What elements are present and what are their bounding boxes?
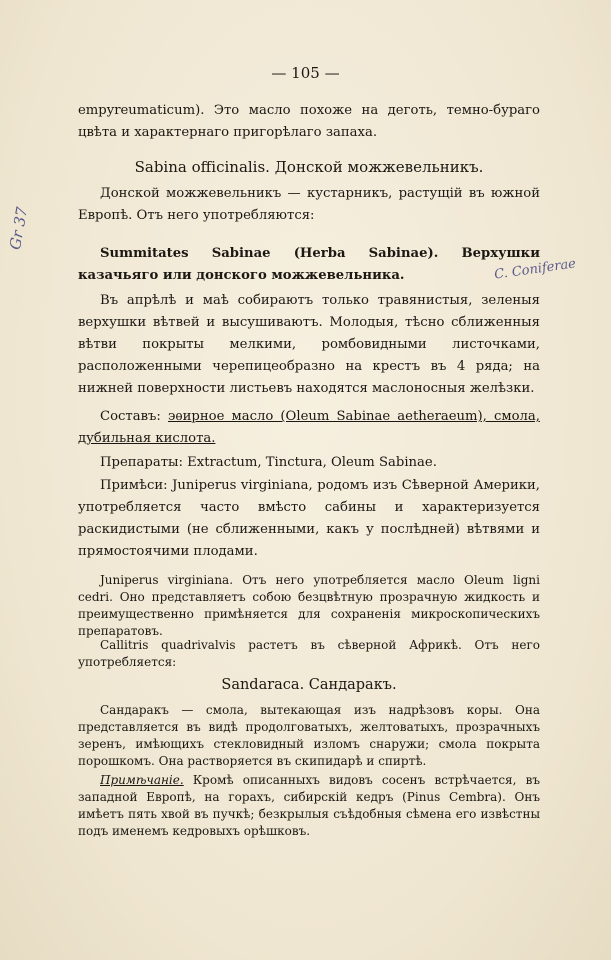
paragraph-sostav: [78, 406, 540, 450]
section-heading-sandaraca: Sandaraca. Сандаракъ.: [221, 677, 397, 693]
sostav-label: Составъ:: [100, 409, 161, 424]
page-number: — 105 —: [271, 64, 340, 82]
margin-note-left: Gr 37: [6, 205, 32, 252]
small-paragraph-note: [78, 772, 540, 840]
small-paragraph-callitris: Callitris quadrivalvis растетъ въ сѣверной Африкѣ. Отъ него употребляется:: [78, 638, 540, 669]
section-heading-sabina: Sabina officinalis. Донской можжевельникъ.: [134, 158, 484, 176]
paragraph-primesi: Примѣси: Juniperus virginiana, родомъ изъ Сѣверной Америки, употребляется часто вмѣсто сабины и характеризуется раскидистыми (не сближенными, какъ у послѣдней) вѣтвями и прямостоячими плодами.: [78, 478, 540, 559]
note-label: Примѣчаніе.: [100, 773, 184, 787]
paragraph-preparaty: Препараты: Extractum, Tinctura, Oleum Sabinae.: [100, 455, 437, 470]
margin-note-right: C. Coniferae: [493, 256, 577, 283]
paragraph-continuation: empyreumaticum). Это масло похоже на деготь, темно-бураго цвѣта и характернаго пригорѣлаго запаха.: [78, 103, 540, 140]
paragraph-sabina-intro: Донской можжевельникъ — кустарникъ, растущій въ южной Европѣ. Отъ него употребляются:: [78, 186, 540, 223]
sostav-text: эѳирное масло (Oleum Sabinae aetheraeum), смола, дубильная кислота.: [78, 409, 540, 446]
note-text: Кромѣ описанныхъ видовъ сосенъ встрѣчается, въ западной Европѣ, на горахъ, сибирскій кедръ (Pinus Cembra). Онъ имѣетъ пять хвой въ пучкѣ; безкрылыя съѣдобныя сѣмена его извѣстны подъ именемъ кедровыхъ орѣшковъ.: [78, 773, 540, 838]
subheading-summitates: Summitates Sabinae (Herba Sabinae). Верхушки казачьяго или донского можжевельника.: [78, 246, 540, 283]
paragraph-description: Въ апрѣлѣ и маѣ собираютъ только травянистыя, зеленыя верхушки вѣтвей и высушиваютъ. Молодыя, тѣсно сближенныя вѣтви покрыты мелкими, ромбовидными листочками, расположенными черепицеобразно на крестъ въ 4 ряда; на нижней поверхности листьевъ находятся маслоносныя желѣзки.: [78, 293, 540, 396]
small-paragraph-juniperus: Juniperus virginiana. Отъ него употребляется масло Oleum ligni cedri. Оно представляетъ собою безцвѣтную прозрачную жидкость и преимущественно примѣняется для сохраненія микроскопическихъ препаратовъ.: [78, 573, 540, 638]
small-paragraph-sandaraca: Сандаракъ — смола, вытекающая изъ надрѣзовъ коры. Она представляется въ видѣ продолговатыхъ, желтоватыхъ, прозрачныхъ зеренъ, имѣющихъ стекловидный изломъ снаружи; смола покрыта порошкомъ. Она растворяется въ скипидарѣ и спиртѣ.: [78, 703, 540, 768]
